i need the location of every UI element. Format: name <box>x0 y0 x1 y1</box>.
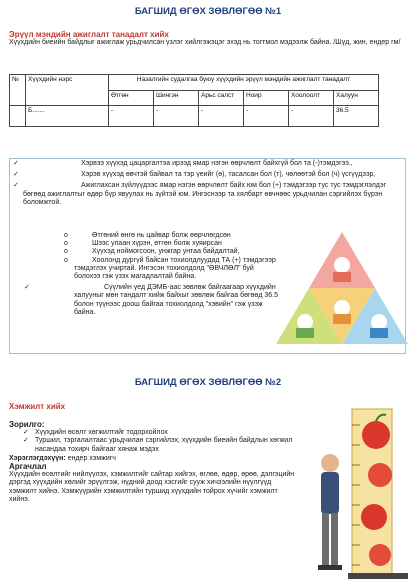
list-item: ✓ Хэрэв хүүхэд өвчтэй байвал та тэр үеийг (ө), тасалсан бол (т), чөлөөтэй бол (ч) үсгүүдээр, <box>13 171 376 179</box>
list-item: o Хүүхэд ноймогсоон, унжгар унтаа байдалтай, <box>64 248 240 256</box>
observation-table <box>9 74 379 127</box>
height-measure-illustration <box>308 405 412 581</box>
bullet-icon: o <box>64 248 68 256</box>
list-item: o Шээс улаан хүрэн, өтгөн болж хуяирсан <box>64 240 222 248</box>
list-item: ✓ Ажиглахсан зүйлүүдээс ямар нэгэн өөрчлөлт байх юм бол (+) тэмдэгээр тус тус тэмдэглэлдэг бөгөөд ажиглалтыг өдөр бүр явуулах нь зүйтэй юм. Ингэснээр та хялбарт өвчнөөс урьдчилан сэргийлэх бүрэн боломжтой. <box>13 182 387 206</box>
section1-title: БАГШИД ӨГӨХ ЗӨВЛӨГӨӨ №1 <box>134 6 282 17</box>
checkmark-icon: ✓ <box>23 429 29 437</box>
checkmark-icon: ✓ <box>13 171 19 179</box>
section1-subtitle: Эрүүл мэндийн ажиглалт танадалт хийх <box>9 30 169 39</box>
table-header-name: Хүүхдийн нэрс <box>26 75 109 106</box>
table-cell: - <box>289 106 334 127</box>
table-cell: - <box>109 106 154 127</box>
table-subheader: Арьс салст <box>199 90 244 106</box>
list-item: ✓ Хэрвээ хүүхэд цацаргалтэа ирээд ямар нэгэн өөрчлөлт байхгүй бол та (-)тэмдэгээ., <box>13 160 353 167</box>
bullet-icon: o <box>64 232 68 239</box>
table-cell: - <box>199 106 244 127</box>
bullet-icon: o <box>64 240 68 248</box>
checkmark-icon: ✓ <box>13 182 19 190</box>
section2-body <box>9 421 299 504</box>
table-cell: - <box>154 106 199 127</box>
checkmark-icon: ✓ <box>13 160 19 167</box>
table-subheader: Хоолоолт <box>289 90 334 106</box>
list-item: ✓ Туршил, тэргалалтаас урьдчилан сэргийлэх, хүүхдийн биеийн байдлын хөгжил насандаа тохирч байгааг хянаж мэдэх <box>23 437 293 453</box>
list-item: ✓ Сүүлийн үед ДЭМБ-аас зөвлөж байгаагаар хүүхдийн халууныг мөн тандалт хийж байхыг зөвлөж байгаа бөгөөд 36.5 болон түүнээс доош байгаа тохиолдолд "хэвийн" гэж үзэж байна. <box>24 284 278 316</box>
section2-subtitle: Хэмжилт хийх <box>9 402 66 411</box>
table-cell-no <box>10 106 26 127</box>
section1-intro: Хүүхдийн биеийн байдлыг ажиглаж урьдчилсан үзлэг хийлгэжэцэг эхэд нь тогтмол мэдээлж байна. /Шүд, жин, ендер гм/ <box>9 39 401 46</box>
table-subheader: Халуун <box>334 90 379 106</box>
bullet-icon: o <box>64 256 68 264</box>
goal-label: Зорилго: <box>9 420 45 429</box>
table-cell: 36.5 <box>334 106 379 127</box>
method-label: Аргачлал <box>9 462 47 472</box>
health-triangle-illustration <box>275 230 410 350</box>
check-list <box>13 160 401 207</box>
table-subheader: Шингэн <box>154 90 199 106</box>
table-header-no: № <box>10 75 26 106</box>
list-item: o Өтгөний өнгө нь цайвар болж өөрчлөгдсөн <box>64 232 231 239</box>
checkmark-icon: ✓ <box>24 284 30 292</box>
sub-list <box>24 232 279 317</box>
table-header-group: Назалгийн судалгаа буюу хүүхдийн эрүүл мэндийн ажиглалт танадалт <box>109 75 379 91</box>
section2-title: БАГШИД ӨГӨХ ЗӨВЛӨГӨӨ №2 <box>134 377 282 388</box>
table-subheader: Өтгөн <box>109 90 154 106</box>
method-text: Хүүхдийн өсөлтийг нийлүүлэх, хэмжилтийг сайтар хийгэх, өглөө, өдөр, өрөө, дэлгэцийн дэргэд хүүхдийн хөлийг эрүүлгэж, нүдний доод хэсгийг сууж хичээлийн нүүлгүүд хэмжилт хийнэ. Хэмжүүрийн хэмжилтийн туршид хүүхдийн тойрох хүчийг хэмжилт хийнэ. <box>9 471 295 503</box>
checkmark-icon: ✓ <box>23 437 29 445</box>
tool-line: Хэрэглэгдэхүүн: ендер хэмжигч <box>9 454 116 462</box>
table-cell-name: Б....... <box>26 106 109 127</box>
table-subheader: Ноир <box>244 90 289 106</box>
list-item: o Хоолонд дургүй байсан тохиолдлуудад ТА (+) тэмдэгээр тэмдэглэх учиртай. Ингэсэн тохиолдолд "ӨВЧЛӨЛ" буй болохээ гэж үзэх магадлалтай байна. <box>64 256 276 281</box>
table-cell: - <box>244 106 289 127</box>
list-item: ✓ Хүүхдийн өсөлт хөгжилтийг тодорхойлох <box>23 429 168 437</box>
